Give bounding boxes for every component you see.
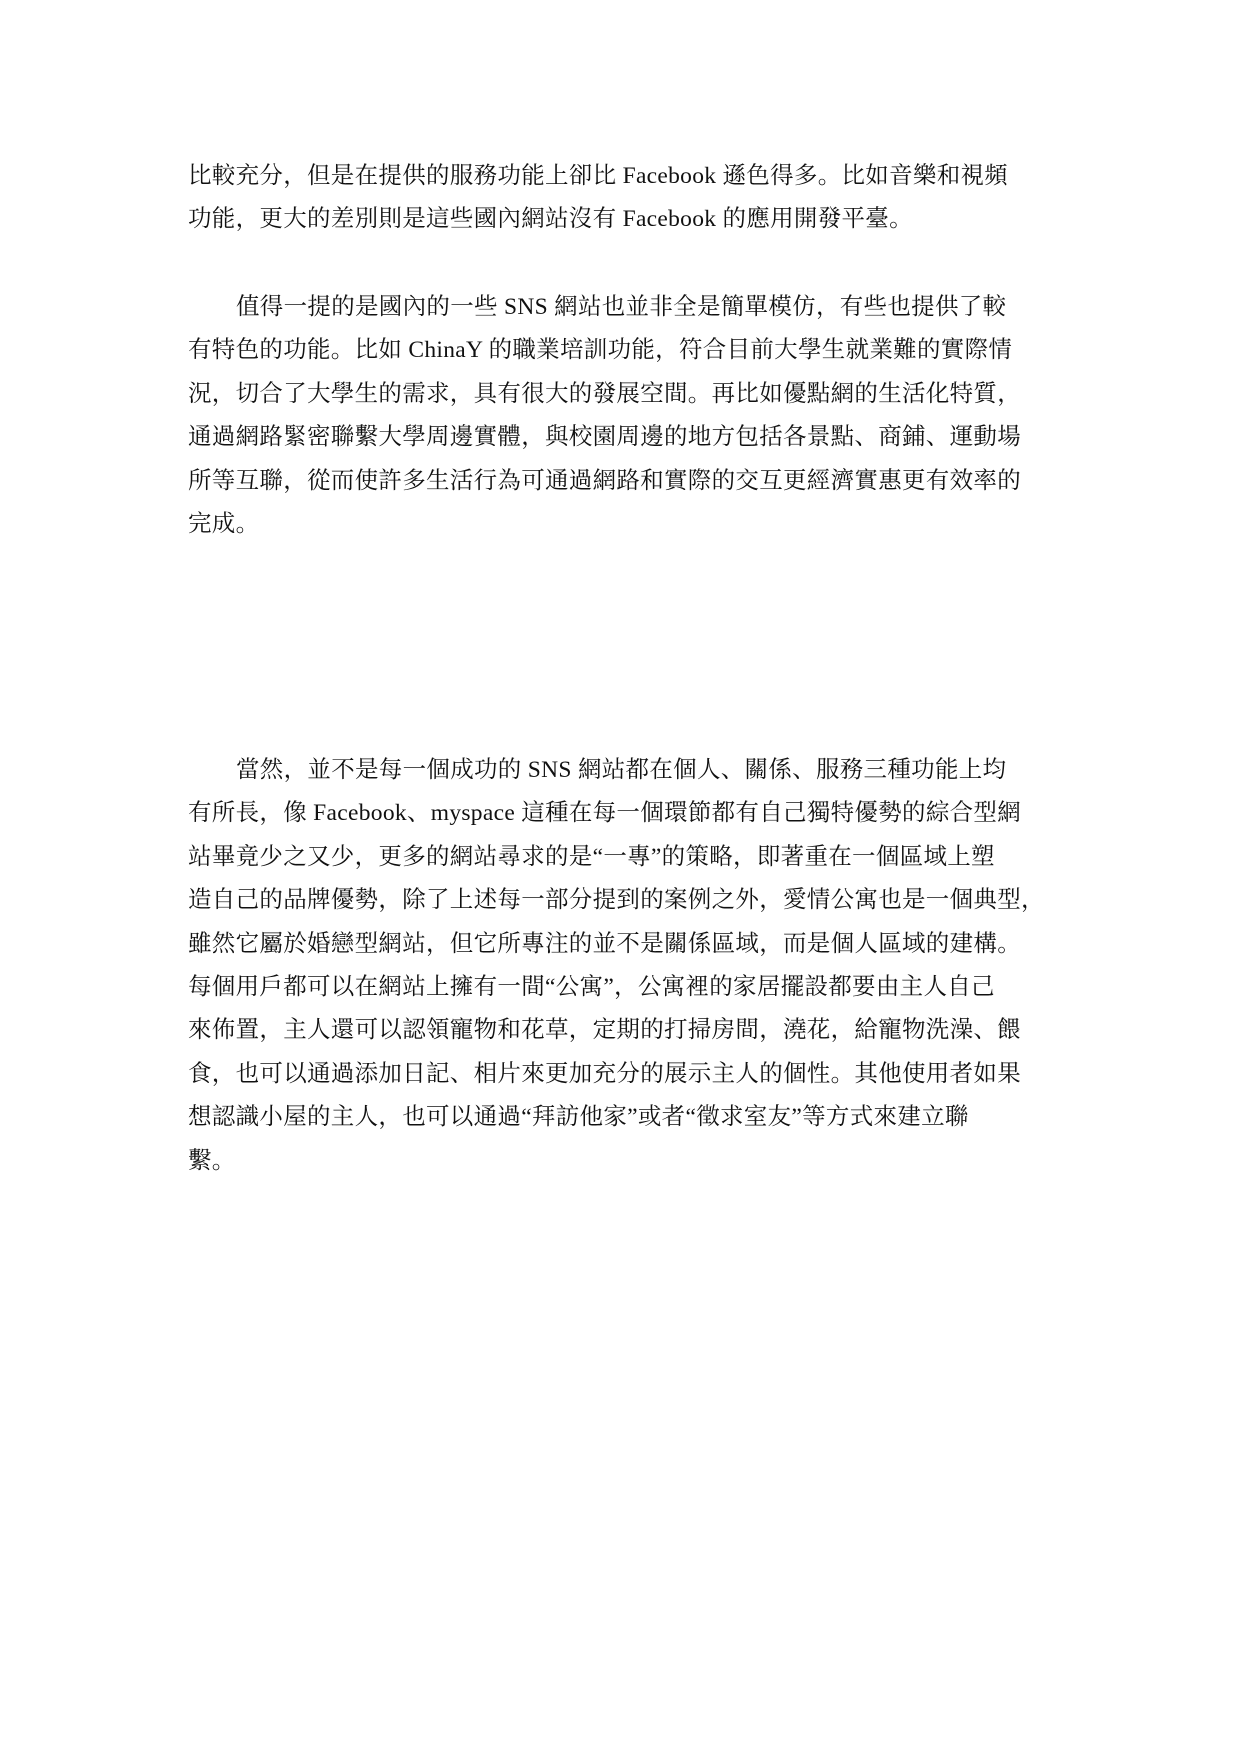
text-line: 來佈置，主人還可以認領寵物和花草，定期的打掃房間，澆花，給寵物洗澡、餵 (188, 1017, 1021, 1044)
text-line: 雖然它屬於婚戀型網站，但它所專注的並不是關係區域，而是個人區域的建構。 (188, 930, 1021, 957)
text-line: 造自己的品牌優勢，除了上述每一部分提到的案例之外，愛情公寓也是一個典型， (188, 887, 1045, 914)
text-line: 況，切合了大學生的需求，具有很大的發展空間。再比如優點網的生活化特質， (188, 380, 1021, 407)
text-line: 完成。 (188, 511, 260, 538)
text-line: 所等互聯，從而使許多生活行為可通過網路和實際的交互更經濟實惠更有效率的 (188, 467, 1021, 494)
text-line: 值得一提的是國內的一些 SNS 網站也並非全是簡單模仿，有些也提供了較 (236, 294, 1007, 320)
text-line: 想認識小屋的主人，也可以通過“拜訪他家”或者“徵求室友”等方式來建立聯 (188, 1104, 969, 1131)
paragraph-2 (188, 286, 1068, 546)
paragraph-3 (188, 749, 1068, 1183)
text-line: 比較充分，但是在提供的服務功能上卻比 Facebook 遜色得多。比如音樂和視頻 (188, 163, 1009, 189)
text-line: 食，也可以通過添加日記、相片來更加充分的展示主人的個性。其他使用者如果 (188, 1060, 1021, 1087)
paragraph-1 (188, 155, 1068, 242)
text-line: 繫。 (188, 1147, 236, 1174)
text-line: 當然，並不是每一個成功的 SNS 網站都在個人、關係、服務三種功能上均 (236, 757, 1007, 783)
text-line: 有所長，像 Facebook、myspace 這種在每一個環節都有自己獨特優勢的綜合型網 (188, 800, 1022, 827)
text-line: 每個用戶都可以在網站上擁有一間“公寓”，公寓裡的家居擺設都要由主人自己 (188, 974, 995, 1001)
text-line: 功能，更大的差別則是這些國內網站沒有 Facebook 的應用開發平臺。 (188, 206, 913, 233)
text-line: 有特色的功能。比如 ChinaY 的職業培訓功能，符合目前大學生就業難的實際情 (188, 337, 1013, 364)
text-line: 站畢竟少之又少，更多的網站尋求的是“一專”的策略，即著重在一個區域上塑 (188, 843, 995, 870)
text-line: 通過網路緊密聯繫大學周邊實體，與校園周邊的地方包括各景點、商鋪、運動場 (188, 424, 1021, 451)
